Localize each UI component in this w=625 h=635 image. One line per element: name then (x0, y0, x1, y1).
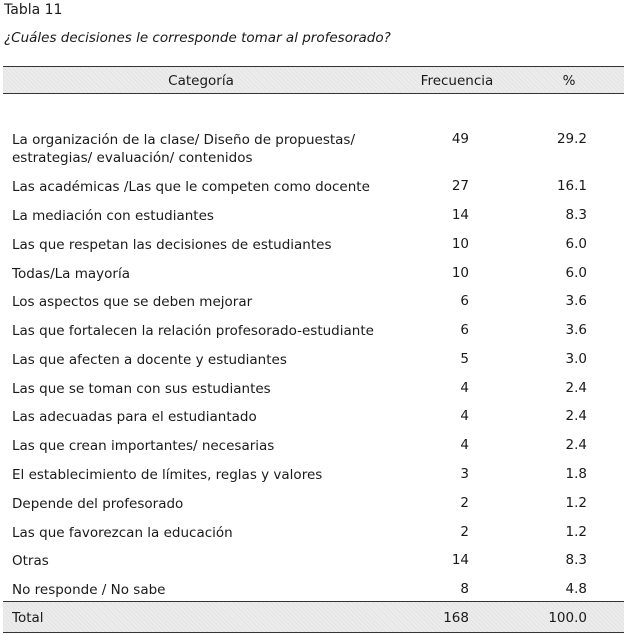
row-category: Otras (12, 553, 49, 569)
row-frequency: 5 (460, 351, 469, 367)
row-category: La organización de la clase/ Diseño de propuestas/ estrategias/ evaluación/ contenidos (12, 132, 356, 166)
row-category: Las académicas /Las que le competen como docente (12, 179, 370, 195)
row-frequency: 2 (460, 495, 469, 511)
row-category: Las que fortalecen la relación profesorado-estudiante (12, 323, 374, 339)
row-frequency: 4 (460, 437, 469, 453)
row-percent: 3.0 (565, 351, 587, 367)
row-percent: 16.1 (556, 178, 587, 194)
total-row (3, 601, 624, 633)
row-percent: 1.2 (565, 495, 587, 511)
total-percent: 100.0 (548, 610, 587, 626)
row-frequency: 6 (460, 322, 469, 338)
row-percent: 6.0 (565, 265, 587, 281)
row-frequency: 8 (460, 581, 469, 597)
row-category: Las que favorezcan la educación (12, 525, 233, 541)
row-frequency: 3 (460, 466, 469, 482)
header-category: Categoría (168, 73, 234, 89)
row-percent: 29.2 (556, 131, 587, 147)
row-frequency: 14 (451, 552, 469, 568)
row-percent: 1.2 (565, 524, 587, 540)
row-category: La mediación con estudiantes (12, 208, 214, 224)
header-frequency: Frecuencia (420, 73, 494, 89)
row-category: Los aspectos que se deben mejorar (12, 294, 253, 310)
row-category: Las adecuadas para el estudiantado (12, 409, 257, 425)
row-percent: 2.4 (565, 408, 587, 424)
row-category: Todas/La mayoría (12, 266, 130, 282)
row-percent: 2.4 (565, 380, 587, 396)
row-frequency: 2 (460, 524, 469, 540)
row-frequency: 4 (460, 408, 469, 424)
row-frequency: 27 (451, 178, 469, 194)
row-percent: 3.6 (565, 322, 587, 338)
row-frequency: 6 (460, 293, 469, 309)
row-percent: 6.0 (565, 236, 587, 252)
total-label: Total (12, 610, 44, 626)
row-frequency: 4 (460, 380, 469, 396)
row-category: Las que respetan las decisiones de estudiantes (12, 237, 332, 253)
row-percent: 4.8 (565, 581, 587, 597)
row-percent: 3.6 (565, 293, 587, 309)
row-frequency: 10 (451, 236, 469, 252)
table-header (3, 66, 624, 94)
row-frequency: 10 (451, 265, 469, 281)
row-percent: 8.3 (565, 207, 587, 223)
row-category: Depende del profesorado (12, 496, 184, 512)
row-category: Las que se toman con sus estudiantes (12, 381, 271, 397)
row-percent: 2.4 (565, 437, 587, 453)
row-frequency: 14 (451, 207, 469, 223)
row-category: Las que afecten a docente y estudiantes (12, 352, 287, 368)
row-percent: 1.8 (565, 466, 587, 482)
header-percent: % (562, 73, 576, 89)
table-number: Tabla 11 (4, 2, 63, 18)
row-frequency: 49 (451, 131, 469, 147)
row-category: Las que crean importantes/ necesarias (12, 438, 275, 454)
row-category: No responde / No sabe (12, 582, 166, 598)
table-title: ¿Cuáles decisiones le corresponde tomar al profesorado? (4, 30, 391, 46)
total-frequency: 168 (443, 610, 469, 626)
row-percent: 8.3 (565, 552, 587, 568)
row-category: El establecimiento de límites, reglas y valores (12, 467, 323, 483)
